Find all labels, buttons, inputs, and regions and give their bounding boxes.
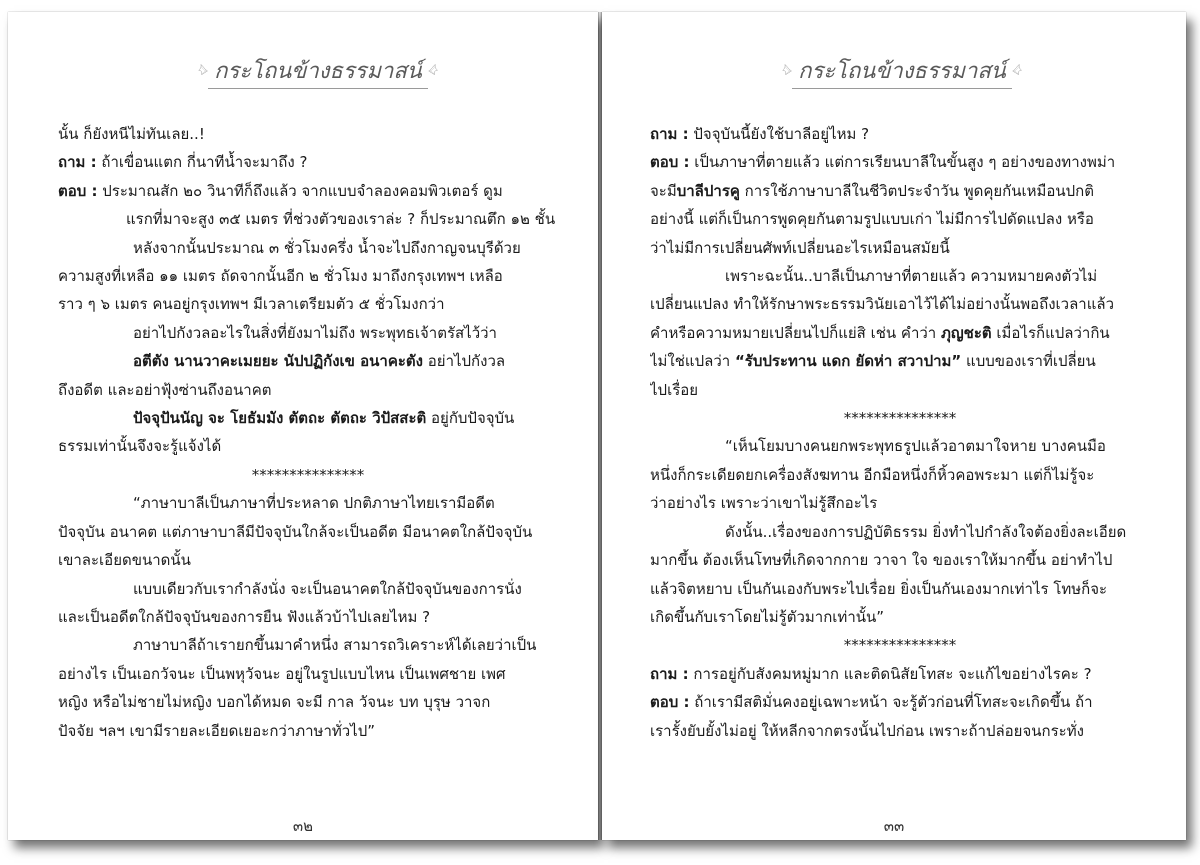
- left-ornament-icon: [198, 49, 208, 93]
- text-segment: การใช้ภาษาบาลีในชีวิตประจำวัน พูดคุยกันเหมือนปกติ: [739, 181, 1095, 200]
- answer-line: [650, 148, 1150, 176]
- text-line: เขาละเอียดขนาดนั้น: [58, 551, 191, 570]
- page-number: ๓๓: [883, 817, 905, 835]
- text-segment: จะมี: [650, 181, 677, 200]
- question-line: [650, 120, 1150, 148]
- text-line: และเป็นอดีตใกล้ปัจจุบันของการยืน ฟังแล้วบ้าไปเลยไหม ?: [58, 607, 431, 626]
- page-number: ๓๒: [292, 817, 314, 835]
- text-line: อย่างไร เป็นเอกวัจนะ เป็นพหุวัจนะ อยู่ในรูปแบบไหน เป็นเพศชาย เพศ: [58, 664, 506, 683]
- text-line: [650, 319, 1150, 347]
- text-line: ดังนั้น..เรื่องของการปฏิบัติธรรม ยิ่งทำไปกำลังใจต้องยิ่งละเอียด: [725, 522, 1127, 541]
- answer-text: ถ้าเรามีสติมั่นคงอยู่เฉพาะหน้า จะรู้ตัวก่อนที่โทสะจะเกิดขึ้น ถ้า: [689, 693, 1093, 712]
- text-line: อย่าไปกังวลอะไรในสิ่งที่ยังมาไม่ถึง พระพุทธเจ้าตรัสไว้ว่า: [133, 323, 497, 342]
- question-line: [650, 660, 1150, 688]
- left-ornament-icon: [782, 49, 792, 93]
- header-title: กระโถนข้างธรรมาสน์: [792, 53, 1012, 89]
- pali-verse-line: [58, 404, 558, 432]
- text-segment: ไม่ใช่แปลว่า: [650, 352, 735, 371]
- text-line: อย่างนี้ แต่ก็เป็นการพูดคุยกันตามรูปแบบเก่า ไม่มีการไปดัดแปลง หรือ: [650, 210, 1094, 229]
- text-line: [650, 177, 1150, 205]
- text-line: ภาษาบาลีถ้าเรายกขึ้นมาคำหนึ่ง สามารถวิเคราะห์ได้เลยว่าเป็น: [133, 636, 537, 655]
- right-ornament-icon: [1012, 49, 1022, 93]
- pali-verse: ปัจจุปันนัญ จะ โยธัมมัง ตัตถะ ตัตถะ วิปัสสะติ: [133, 409, 427, 428]
- text-line: แล้วจิตหยาบ เป็นกันเองกับพระไปเรื่อย ยิ่งเป็นกันเองมากเท่าไร โทษก็จะ: [650, 579, 1108, 598]
- header-title: กระโถนข้างธรรมาสน์: [208, 53, 428, 89]
- answer-line: [58, 177, 558, 205]
- text-line: ปัจจุบัน อนาคต แต่ภาษาบาลีมีปัจจุบันใกล้จะเป็นอดีต มีอนาคตใกล้ปัจจุบัน: [58, 522, 533, 541]
- text-line: ธรรมเท่านั้นจึงจะรู้แจ้งได้: [58, 437, 222, 456]
- text-segment: คำหรือความหมายเปลี่ยนไปก็แย่สิ เช่น คำว่า: [650, 323, 941, 342]
- pali-term: ภุญชะติ: [940, 323, 992, 342]
- question-text: ปัจจุบันนี้ยังใช้บาลีอยู่ไหม ?: [688, 125, 870, 143]
- right-page: [602, 12, 1186, 840]
- question-label: ถาม :: [58, 153, 97, 172]
- section-separator: ***************: [251, 465, 365, 484]
- question-text: ถ้าเขื่อนแตก กี่นาทีน้ำจะมาถึง ?: [96, 153, 308, 172]
- text-line: ราว ๆ ๖ เมตร คนอยู่กรุงเทพฯ มีเวลาเตรียมตัว ๕ ชั่วโมงกว่า: [58, 295, 445, 314]
- text-line: ปัจจัย ฯลฯ เขามีรายละเอียดเยอะกว่าภาษาทั่วไป”: [58, 721, 376, 740]
- answer-label: ตอบ :: [650, 693, 690, 712]
- text-line: เรารั้งยับยั้งไม่อยู่ ให้หลีกจากตรงนั้นไปก่อน เพราะถ้าปล่อยจนกระทั่ง: [650, 721, 1084, 740]
- text-line: ว่าอย่างไร เพราะว่าเขาไม่รู้สึกอะไร: [650, 494, 878, 513]
- text-line: เพราะฉะนั้น..บาลีเป็นภาษาที่ตายแล้ว ความหมายคงตัวไม่: [725, 267, 1098, 286]
- verse-translation: อยู่กับปัจจุบัน: [426, 409, 515, 428]
- answer-label: ตอบ :: [58, 181, 98, 200]
- text-line: นั้น ก็ยังหนีไม่ทันเลย..!: [58, 125, 205, 143]
- section-separator: ***************: [843, 409, 957, 428]
- text-segment: แบบของเราที่เปลี่ยน: [961, 352, 1096, 371]
- question-label: ถาม :: [650, 125, 689, 143]
- answer-text: ประมาณสัก ๒๐ วินาทีก็ถึงแล้ว จากแบบจำลองคอมพิวเตอร์ ดูม: [97, 181, 503, 200]
- text-line: หลังจากนั้นประมาณ ๓ ชั่วโมงครึ่ง น้ำจะไปถึงกาญจนบุรีด้วย: [133, 238, 521, 257]
- text-line: ถึงอดีต และอย่าฟุ้งซ่านถึงอนาคต: [58, 380, 272, 399]
- text-line: หญิง หรือไม่ชายไม่หญิง บอกได้หมด จะมี กาล วัจนะ บท บุรุษ วาจก: [58, 693, 491, 712]
- left-page: [8, 12, 598, 840]
- question-text: การอยู่กับสังคมหมู่มาก และติดนิสัยโทสะ จะแก้ไขอย่างไรคะ ?: [688, 664, 1092, 683]
- pali-verse: อตีตัง นานวาคะเมยยะ นัปปฏิกังเข อนาคะตัง: [133, 352, 423, 371]
- text-line: [650, 347, 1150, 375]
- question-line: [58, 148, 558, 176]
- text-line: “เห็นโยมบางคนยกพระพุทธรูปแล้วอาตมาใจหาย บางคนมือ: [725, 437, 1106, 456]
- answer-text: เป็นภาษาที่ตายแล้ว แต่การเรียนบาลีในขั้นสูง ๆ อย่างของทางพม่า: [689, 153, 1116, 172]
- text-line: “ภาษาบาลีเป็นภาษาที่ประหลาด ปกติภาษาไทยเรามีอดีต: [133, 494, 495, 513]
- section-separator: ***************: [843, 636, 957, 655]
- verse-translation: อย่าไปกังวล: [423, 352, 506, 371]
- text-line: ไปเรื่อย: [650, 380, 699, 399]
- pali-term: บาลีปารคู: [676, 181, 740, 200]
- quoted-term: “รับประทาน แดก ยัดห่า สวาปาม”: [734, 352, 962, 371]
- answer-label: ตอบ :: [650, 153, 690, 172]
- left-body-text: [58, 120, 558, 745]
- answer-line: [650, 688, 1150, 716]
- text-line: เกิดขึ้นกับเราโดยไม่รู้ตัวมากเท่านั้น”: [650, 607, 885, 626]
- question-label: ถาม :: [650, 664, 689, 683]
- text-line: มากขึ้น ต้องเห็นโทษที่เกิดจากกาย วาจา ใจ ของเราให้มากขึ้น อย่าทำไป: [650, 551, 1113, 570]
- text-segment: เมื่อไรก็แปลว่ากิน: [991, 323, 1110, 342]
- right-ornament-icon: [428, 49, 438, 93]
- pali-verse-line: [58, 347, 558, 375]
- text-line: ว่าไม่มีการเปลี่ยนศัพท์เปลี่ยนอะไรเหมือนสมัยนี้: [650, 238, 950, 257]
- text-line: เปลี่ยนแปลง ทำให้รักษาพระธรรมวินัยเอาไว้ได้ไม่อย่างนั้นพอถึงเวลาแล้ว: [650, 295, 1114, 314]
- text-line: ความสูงที่เหลือ ๑๑ เมตร ถัดจากนั้นอีก ๒ ชั่วโมง มาถึงกรุงเทพฯ เหลือ: [58, 267, 503, 286]
- text-line: หนึ่งก็กระเดียดยกเครื่องสังฆทาน อีกมือหนึ่งก็หิ้วคอพระมา แต่ก็ไม่รู้จะ: [650, 465, 1095, 484]
- right-body-text: [650, 120, 1150, 745]
- text-line: แรกที่มาจะสูง ๓๕ เมตร ที่ช่วงตัวของเราล่ะ ? ก็ประมาณตึก ๑๒ ชั้น: [126, 210, 556, 229]
- running-header: [198, 46, 438, 96]
- running-header: [782, 46, 1022, 96]
- text-line: แบบเดียวกับเรากำลังนั่ง จะเป็นอนาคตใกล้ปัจจุบันของการนั่ง: [133, 579, 522, 598]
